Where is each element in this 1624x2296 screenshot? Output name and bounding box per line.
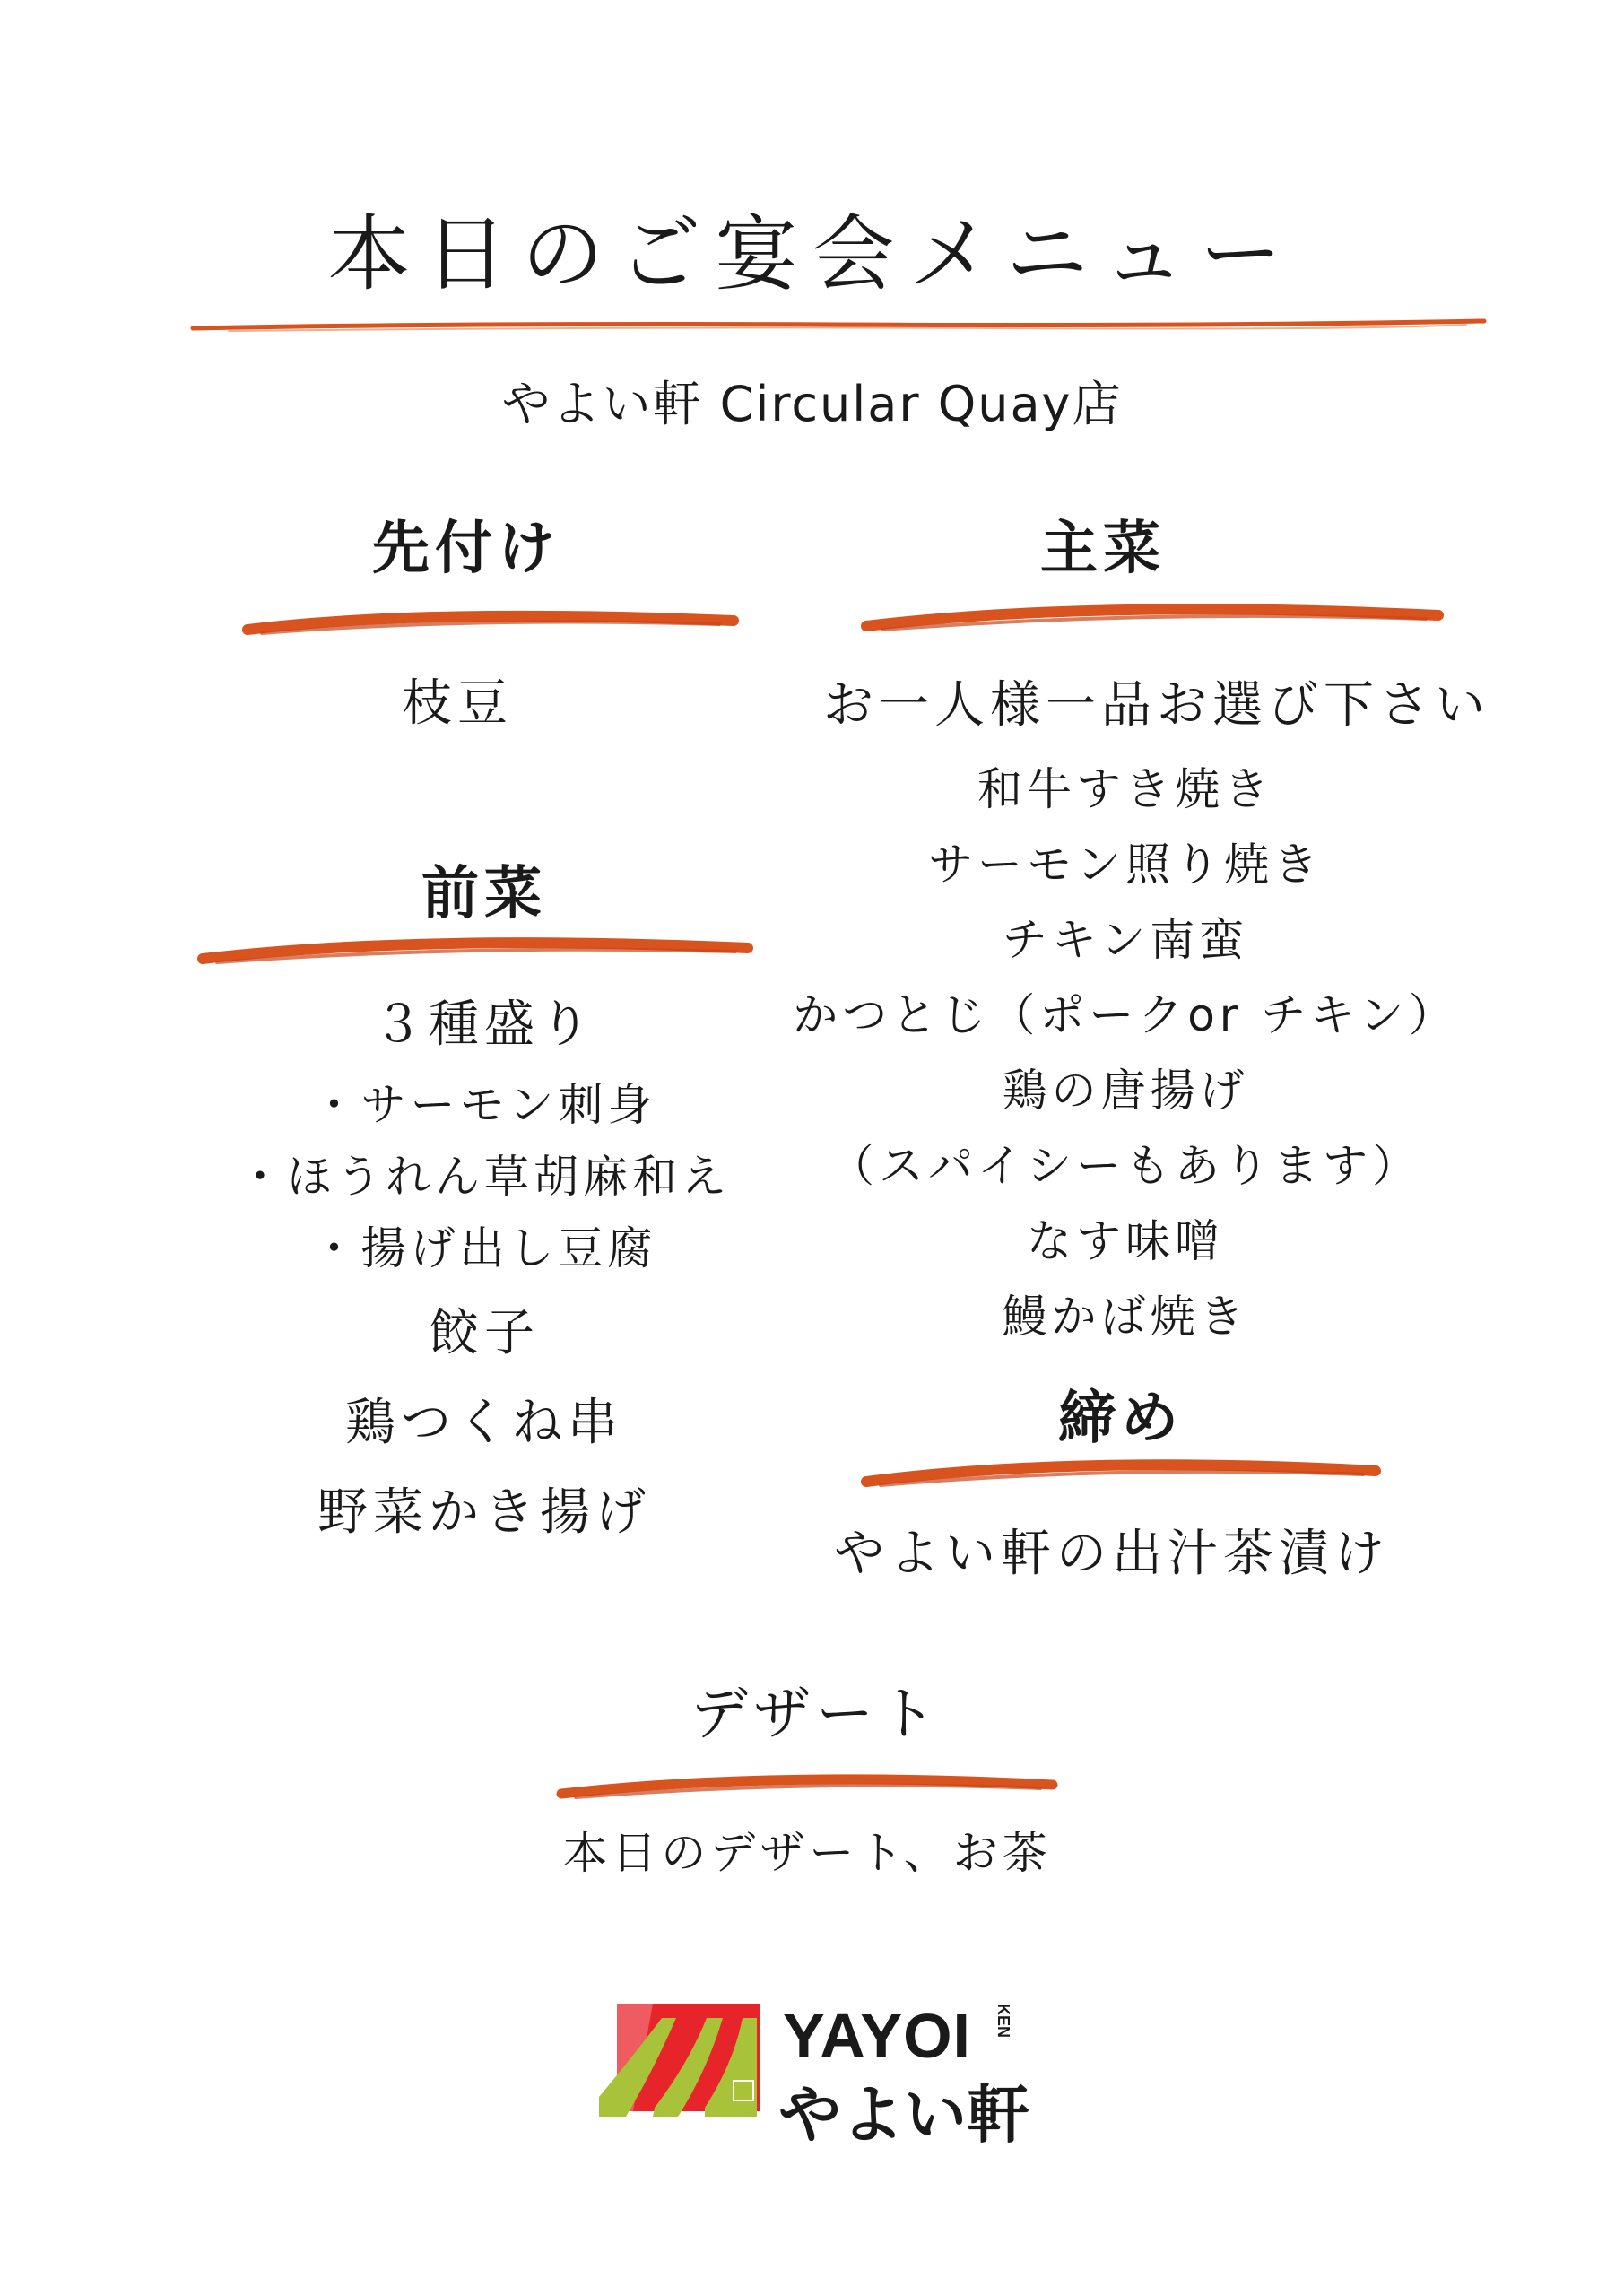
menu-item: 野菜かき揚げ [317, 1483, 651, 1542]
menu-item: サーモン照り焼き [928, 839, 1323, 891]
menu-item: ３種盛り [373, 996, 595, 1054]
menu-subitem: ・揚げ出し豆腐 [311, 1222, 657, 1274]
shusai-underline [861, 596, 1444, 636]
menu-item: 餃子 [429, 1304, 540, 1362]
page-title: 本日のご宴会メニュー [327, 206, 1297, 302]
menu-item: 鶏の唐揚げ [1002, 1065, 1249, 1117]
menu-item: 本日のデザート、お茶 [562, 1827, 1052, 1879]
menu-item: 枝豆 [402, 674, 513, 733]
section-heading-shusai: 主菜 [1040, 516, 1166, 582]
menu-item: やよい軒の出汁茶漬け [834, 1525, 1390, 1583]
menu-item: チキン南蛮 [1002, 914, 1249, 966]
menu-subitem: ・ほうれん草胡麻和え [238, 1151, 731, 1203]
sakizuke-list [242, 664, 673, 735]
shime-list [807, 1514, 1417, 1586]
menu-item: （スパイシーもあります） [829, 1140, 1421, 1192]
restaurant-name: やよい軒 Circular Quay店 [501, 376, 1123, 432]
zensai-underline [197, 928, 753, 969]
menu-item: 和牛すき焼き [977, 763, 1273, 815]
logo-text-ken: KEN [994, 2004, 1012, 2039]
section-heading-dessert: デザート [690, 1682, 942, 1748]
dessert-underline [556, 1767, 1058, 1803]
logo-text-jp: やよい軒 [778, 2078, 1029, 2152]
title-underline [193, 314, 1484, 341]
shusai-note: お一人様一品お選び下さい [823, 676, 1490, 735]
menu-item: 鰻かば焼き [1002, 1291, 1249, 1343]
logo-text-en: YAYOI [783, 2001, 971, 2071]
section-heading-zensai: 前菜 [421, 861, 547, 927]
menu-item: 鶏つくね串 [345, 1394, 623, 1452]
menu-subitem: ・サーモン刺身 [311, 1079, 657, 1131]
menu-item: なす味噌 [1027, 1215, 1224, 1267]
shusai-list [767, 753, 1484, 1345]
menu-item: かつとじ（ポークor チキン） [793, 989, 1458, 1041]
section-heading-shime: 締め [1058, 1386, 1184, 1452]
dessert-list [502, 1817, 1112, 1882]
shime-underline [861, 1451, 1381, 1492]
yayoi-ken-logo [599, 1991, 1029, 2152]
section-heading-sakizuke: 先付け [372, 516, 560, 582]
logo-mark-icon [599, 1991, 769, 2126]
sakizuke-underline [244, 603, 737, 639]
zensai-list [197, 985, 771, 1544]
